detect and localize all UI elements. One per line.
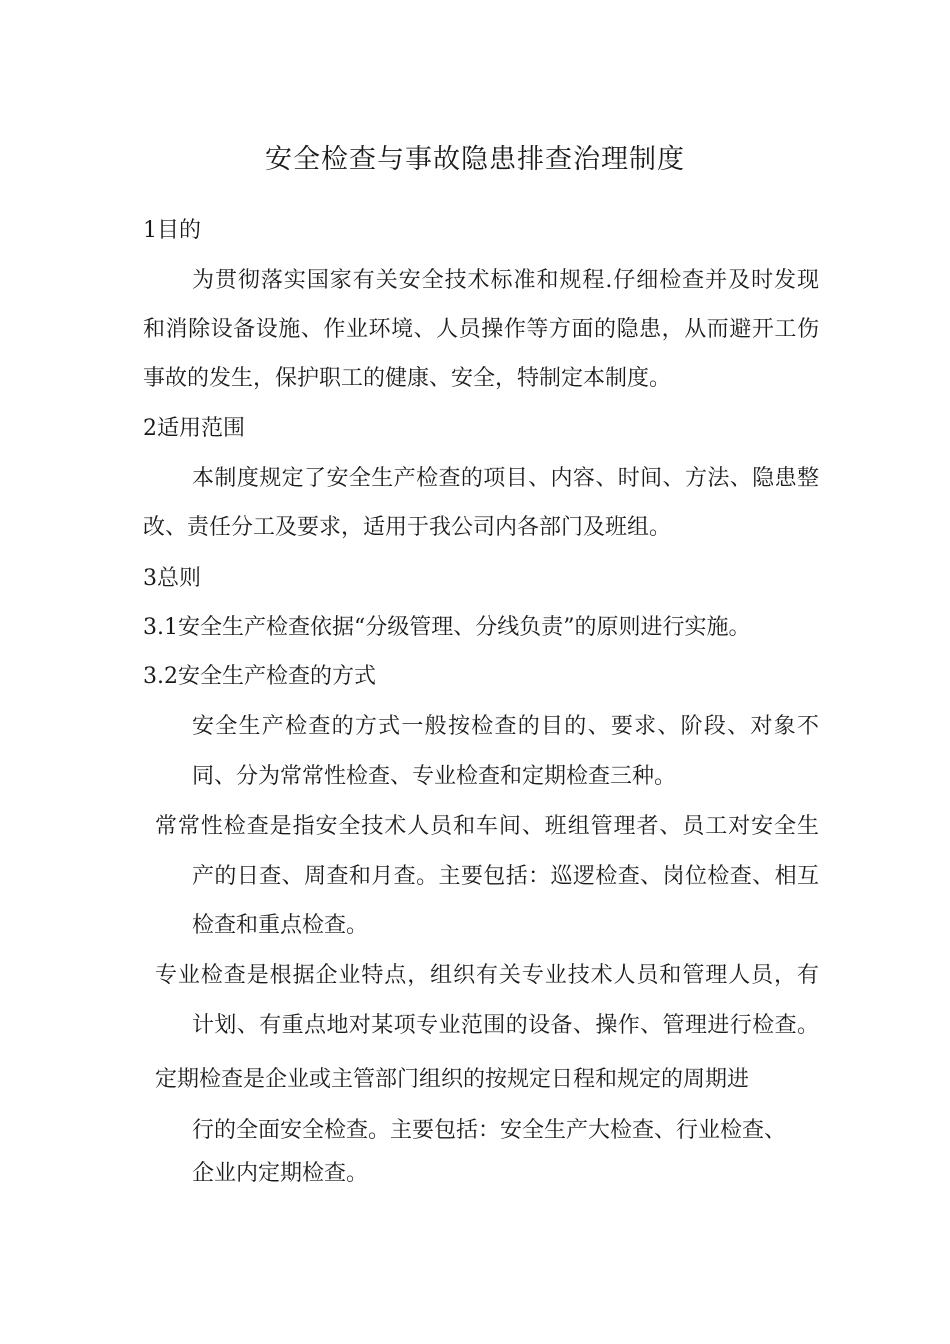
section-heading-scope: 2适用范围 [143,416,245,441]
paragraph-line: 安全生产检查的方式一般按检查的目的、要求、阶段、对象不 [192,714,819,739]
routine-check-line: 产的日查、周查和月查。主要包括：巡逻检查、岗位检查、相互 [192,864,819,889]
paragraph-line: 事故的发生，保护职工的健康、安全，特制定本制度。 [143,366,672,391]
document-title: 安全检查与事故隐患排查治理制度 [265,144,685,175]
routine-check-line: 检查和重点检查。 [192,913,369,938]
special-check-line: 计划、有重点地对某项专业范围的设备、操作、管理进行检查。 [192,1013,819,1038]
paragraph-line: 改、责任分工及要求，适用于我公司内各部门及班组。 [143,515,672,540]
paragraph-line: 和消除设备设施、作业环境、人员操作等方面的隐患，从而避开工伤 [143,317,819,342]
section-heading-purpose: 1目的 [143,218,201,243]
routine-check-line: 常常性检查是指安全技术人员和车间、班组管理者、员工对安全生 [155,814,819,839]
clause-3-2: 3.2安全生产检查的方式 [143,664,376,689]
clause-3-1: 3.1安全生产检查依据“分级管理、分线负责”的原则进行实施。 [143,615,751,640]
paragraph-line: 本制度规定了安全生产检查的项目、内容、时间、方法、隐患整 [192,466,819,491]
section-heading-general: 3总则 [143,566,201,591]
paragraph-line: 为贯彻落实国家有关安全技术标准和规程.仔细检查并及时发现 [192,268,819,293]
special-check-line: 专业检查是根据企业特点，组织有关专业技术人员和管理人员，有 [155,963,819,988]
periodic-check-line: 定期检查是企业或主管部门组织的按规定日程和规定的周期进 [155,1067,750,1092]
paragraph-line: 同、分为常常性检查、专业检查和定期检查三种。 [192,764,677,789]
periodic-check-line: 行的全面安全检查。主要包括：安全生产大检查、行业检查、 [192,1118,787,1143]
periodic-check-line: 企业内定期检查。 [192,1161,369,1186]
